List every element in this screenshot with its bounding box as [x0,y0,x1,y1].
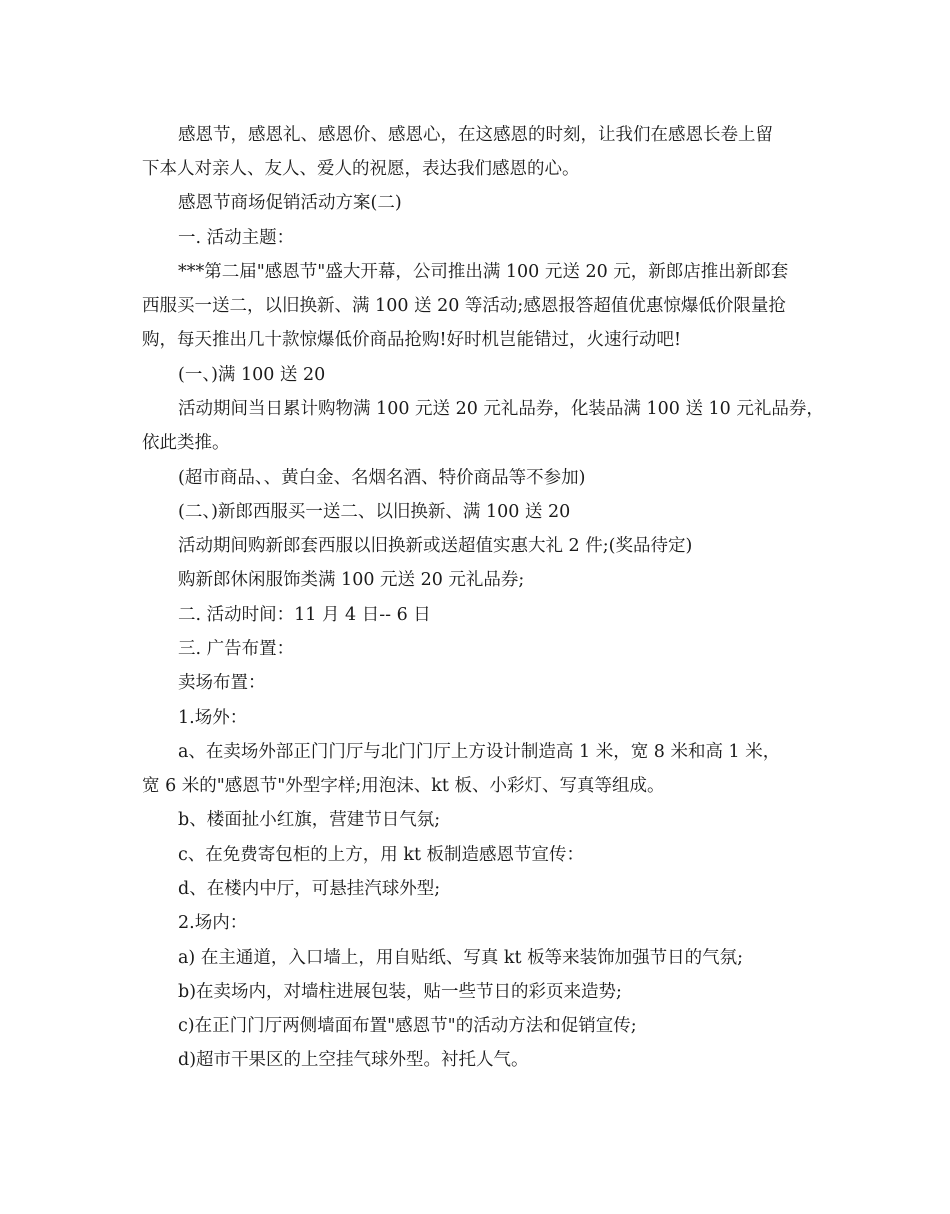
paragraph-line: 下本人对亲人、友人、爱人的祝愿，表达我们感恩的心。 [142,159,580,179]
list-item: b、楼面扯小红旗，营建节日气氛; [178,810,441,830]
list-item: d、在楼内中厅，可悬挂汽球外型; [178,879,441,899]
section-heading: 一. 活动主题： [178,228,295,248]
list-item: d)超市干果区的上空挂气球外型。衬托人气。 [178,1050,529,1070]
paragraph-line: 感恩节，感恩礼、感恩价、感恩心，在这感恩的时刻，让我们在感恩长卷上留 [178,125,773,145]
section-heading: 三. 广告布置： [178,639,295,659]
list-item: a、在卖场外部正门门厅与北门门厅上方设计制造高 1 米，宽 8 米和高 1 米， [178,742,781,762]
list-item: 1.场外： [178,708,248,728]
list-item: 2.场内： [178,913,248,933]
list-item: c)在正门门厅两侧墙面布置"感恩节"的活动方法和促销宣传; [178,1016,637,1036]
list-item: c、在免费寄包柜的上方，用 kt 板制造感恩节宣传： [178,845,585,865]
list-item: b)在卖场内，对墙柱进展包装，贴一些节日的彩页来造势; [178,982,622,1002]
list-item: a) 在主通道，入口墙上，用自贴纸、写真 kt 板等来装饰加强节日的气氛; [178,948,743,968]
section-heading: 二. 活动时间：11 月 4 日-- 6 日 [178,605,431,625]
paragraph-line: 活动期间当日累计购物满 100 元送 20 元礼品券，化装品满 100 送 10 元礼品券， [178,399,824,419]
paragraph-line: 活动期间购新郎套西服以旧换新或送超值实惠大礼 2 件;(奖品待定) [178,536,693,556]
paragraph-line: 购，每天推出几十款惊爆低价商品抢购!好时机岂能错过，火速行动吧! [142,330,682,350]
subheading-line: (二、)新郎西服买一送二、以旧换新、满 100 送 20 [178,502,571,522]
subheading-line: (一、)满 100 送 20 [178,365,326,385]
paragraph-line: 宽 6 米的"感恩节"外型字样;用泡沫、kt 板、小彩灯、写真等组成。 [142,776,665,796]
paragraph-line: 西服买一送二，以旧换新、满 100 送 20 等活动;感恩报答超值优惠惊爆低价限量抢 [142,296,786,316]
paragraph-line: 卖场布置： [178,673,266,693]
paragraph-line: (超市商品、、黄白金、名烟名酒、特价商品等不参加) [178,468,586,488]
paragraph-line: 依此类推。 [142,433,230,453]
paragraph-line: 购新郎休闲服饰类满 100 元送 20 元礼品券; [178,570,525,590]
paragraph-line: ***第二届"感恩节"盛大开幕，公司推出满 100 元送 20 元，新郎店推出新郎套 [178,262,789,282]
section-heading: 感恩节商场促销活动方案(二) [178,193,402,213]
